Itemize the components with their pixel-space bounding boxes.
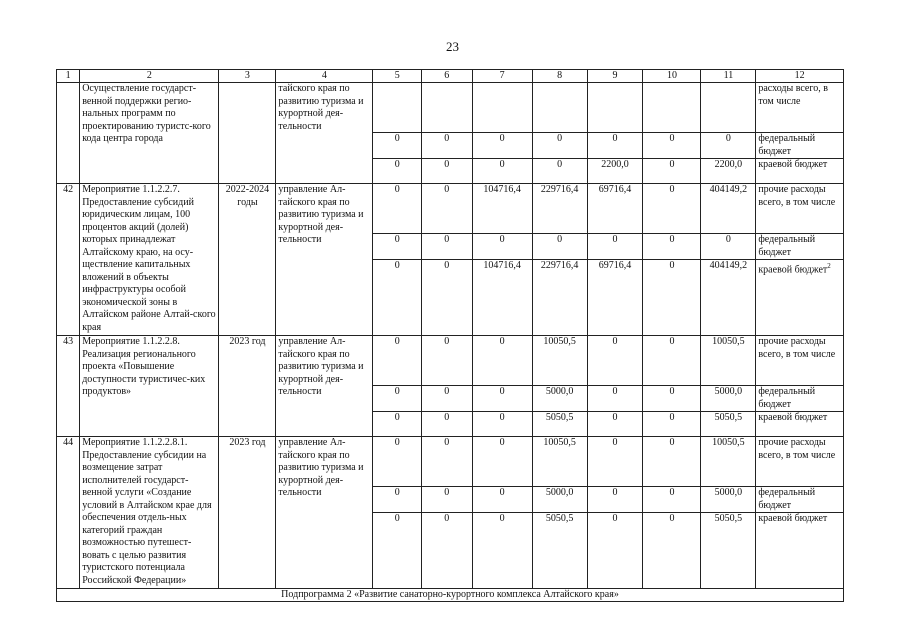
funding-source-label: прочие расходы всего, в том числе [758, 336, 836, 360]
col-header: 11 [701, 70, 756, 83]
amount-cell: 0 [587, 412, 643, 437]
amount-cell: 69716,4 [587, 260, 643, 336]
amount-cell: 0 [701, 133, 756, 159]
amount-cell: 0 [472, 412, 532, 437]
amount-cell [587, 83, 643, 133]
footnote-mark: 2 [827, 262, 831, 270]
table-row [57, 336, 844, 386]
amount-cell: 404149,2 [701, 260, 756, 336]
col-header: 5 [373, 70, 422, 83]
amount-cell: 0 [643, 260, 701, 336]
funding-source [756, 159, 844, 184]
col-header: 2 [80, 70, 219, 83]
activity-name: Мероприятие 1.1.2.2.8.1. Предоставление субсидии на возмещение затрат исполнителей государст-венной услуги «Создание условий в Алтайском крае для обеспечения отдель-ных категорий граждан возможностью путешест-вовать с целью развития туристского потенциала Российской Федерации» [80, 437, 219, 589]
executor-cell: тайского края по развитию туризма и курортной дея-тельности [276, 83, 373, 184]
table-row [57, 83, 844, 133]
amount-cell: 0 [472, 234, 532, 260]
amount-cell: 229716,4 [532, 184, 587, 234]
funding-source [756, 83, 844, 133]
amount-cell: 0 [421, 159, 472, 184]
amount-cell: 0 [373, 386, 422, 412]
amount-cell: 5050,5 [701, 412, 756, 437]
amount-cell [532, 83, 587, 133]
subprogram-title: Подпрограмма 2 «Развитие санаторно-курортного комплекса Алтайского края» [57, 589, 844, 602]
budget-table [56, 69, 844, 602]
table-row [57, 184, 844, 234]
amount-cell: 0 [373, 437, 422, 487]
amount-cell: 0 [472, 386, 532, 412]
amount-cell: 0 [643, 412, 701, 437]
amount-cell: 10050,5 [701, 437, 756, 487]
col-header: 3 [219, 70, 276, 83]
executor-cell: управление Ал-тайского края по развитию туризма и курортной дея-тельности [276, 184, 373, 336]
years-cell: 2023 год [219, 437, 276, 589]
col-header: 7 [472, 70, 532, 83]
amount-cell: 0 [421, 386, 472, 412]
amount-cell: 0 [587, 336, 643, 386]
amount-cell: 0 [421, 234, 472, 260]
years-cell [219, 83, 276, 184]
funding-source-label: расходы всего, в том числе [758, 83, 828, 107]
amount-cell: 0 [373, 184, 422, 234]
amount-cell: 229716,4 [532, 260, 587, 336]
amount-cell: 0 [373, 133, 422, 159]
amount-cell: 0 [587, 133, 643, 159]
funding-source [756, 437, 844, 487]
col-header: 8 [532, 70, 587, 83]
amount-cell: 0 [421, 260, 472, 336]
amount-cell: 0 [421, 412, 472, 437]
amount-cell: 0 [532, 133, 587, 159]
funding-source [756, 412, 844, 437]
amount-cell: 104716,4 [472, 184, 532, 234]
amount-cell: 0 [643, 487, 701, 513]
col-header: 12 [756, 70, 844, 83]
funding-source [756, 234, 844, 260]
amount-cell: 0 [587, 437, 643, 487]
activity-name: Осуществление государст-венной поддержки регио-нальных программ по проектированию туристс-кого кода центра города [80, 83, 219, 184]
amount-cell: 104716,4 [472, 260, 532, 336]
col-header: 10 [643, 70, 701, 83]
amount-cell: 2200,0 [701, 159, 756, 184]
amount-cell: 0 [421, 487, 472, 513]
amount-cell: 404149,2 [701, 184, 756, 234]
amount-cell [472, 83, 532, 133]
amount-cell: 0 [373, 234, 422, 260]
col-header: 4 [276, 70, 373, 83]
amount-cell: 5000,0 [701, 487, 756, 513]
amount-cell: 0 [421, 437, 472, 487]
amount-cell: 0 [421, 133, 472, 159]
funding-source [756, 133, 844, 159]
row-number [57, 83, 80, 184]
funding-source [756, 386, 844, 412]
funding-source-label: федеральный бюджет [758, 234, 816, 258]
funding-source-label: федеральный бюджет [758, 487, 816, 511]
row-number: 43 [57, 336, 80, 437]
amount-cell: 0 [373, 260, 422, 336]
amount-cell: 0 [587, 513, 643, 589]
funding-source [756, 336, 844, 386]
amount-cell: 0 [643, 336, 701, 386]
amount-cell: 0 [532, 234, 587, 260]
col-header: 6 [421, 70, 472, 83]
funding-source [756, 513, 844, 589]
amount-cell: 0 [373, 159, 422, 184]
amount-cell [643, 83, 701, 133]
header-row [57, 70, 844, 83]
amount-cell: 0 [532, 159, 587, 184]
amount-cell: 0 [643, 133, 701, 159]
funding-source [756, 487, 844, 513]
amount-cell: 0 [643, 437, 701, 487]
amount-cell: 5050,5 [532, 412, 587, 437]
amount-cell: 0 [472, 513, 532, 589]
amount-cell: 5050,5 [701, 513, 756, 589]
funding-source-label: федеральный бюджет [758, 386, 816, 410]
page-number: 23 [446, 39, 459, 54]
amount-cell: 10050,5 [532, 336, 587, 386]
amount-cell: 5000,0 [701, 386, 756, 412]
amount-cell: 10050,5 [532, 437, 587, 487]
funding-source-label: краевой бюджет [758, 412, 828, 423]
amount-cell: 0 [421, 513, 472, 589]
subprogram-row [57, 589, 844, 602]
amount-cell [373, 83, 422, 133]
amount-cell: 0 [643, 159, 701, 184]
amount-cell: 0 [587, 487, 643, 513]
amount-cell: 0 [643, 184, 701, 234]
amount-cell: 0 [587, 386, 643, 412]
table-row [57, 437, 844, 487]
row-number: 42 [57, 184, 80, 336]
executor-cell: управление Ал-тайского края по развитию туризма и курортной дея-тельности [276, 336, 373, 437]
amount-cell: 0 [472, 133, 532, 159]
executor-cell: управление Ал-тайского края по развитию туризма и курортной дея-тельности [276, 437, 373, 589]
activity-name: Мероприятие 1.1.2.2.7. Предоставление субсидий юридическим лицам, 100 процентов акций (долей) которых принадлежат Алтайскому краю, на осу-ществление капитальных вложений в объекты инфраструктуры особой экономической зоны в Алтайском районе Алтай-ского края [80, 184, 219, 336]
amount-cell: 0 [421, 184, 472, 234]
col-header: 9 [587, 70, 643, 83]
amount-cell: 0 [373, 513, 422, 589]
funding-source [756, 260, 844, 336]
funding-source-label: краевой бюджет [758, 513, 828, 524]
amount-cell: 0 [701, 234, 756, 260]
funding-source [756, 184, 844, 234]
amount-cell [701, 83, 756, 133]
funding-source-label: прочие расходы всего, в том числе [758, 437, 836, 461]
amount-cell: 0 [472, 336, 532, 386]
funding-source-label: федеральный бюджет [758, 133, 816, 157]
amount-cell: 0 [373, 412, 422, 437]
row-number: 44 [57, 437, 80, 589]
activity-name: Мероприятие 1.1.2.2.8. Реализация регионального проекта «Повышение доступности туристичес-ких продуктов» [80, 336, 219, 437]
amount-cell [421, 83, 472, 133]
amount-cell: 0 [472, 159, 532, 184]
amount-cell: 10050,5 [701, 336, 756, 386]
funding-source-label: краевой бюджет [758, 159, 828, 170]
years-cell: 2022-2024 годы [219, 184, 276, 336]
amount-cell: 0 [472, 487, 532, 513]
amount-cell: 0 [643, 234, 701, 260]
amount-cell: 5000,0 [532, 386, 587, 412]
amount-cell: 0 [643, 386, 701, 412]
amount-cell: 0 [421, 336, 472, 386]
amount-cell: 0 [373, 336, 422, 386]
amount-cell: 5050,5 [532, 513, 587, 589]
amount-cell: 69716,4 [587, 184, 643, 234]
amount-cell: 5000,0 [532, 487, 587, 513]
amount-cell: 0 [373, 487, 422, 513]
amount-cell: 0 [643, 513, 701, 589]
amount-cell: 2200,0 [587, 159, 643, 184]
funding-source-label: краевой бюджет [758, 264, 828, 276]
funding-source-label: прочие расходы всего, в том числе [758, 184, 836, 208]
years-cell: 2023 год [219, 336, 276, 437]
amount-cell: 0 [587, 234, 643, 260]
amount-cell: 0 [472, 437, 532, 487]
col-header: 1 [57, 70, 80, 83]
